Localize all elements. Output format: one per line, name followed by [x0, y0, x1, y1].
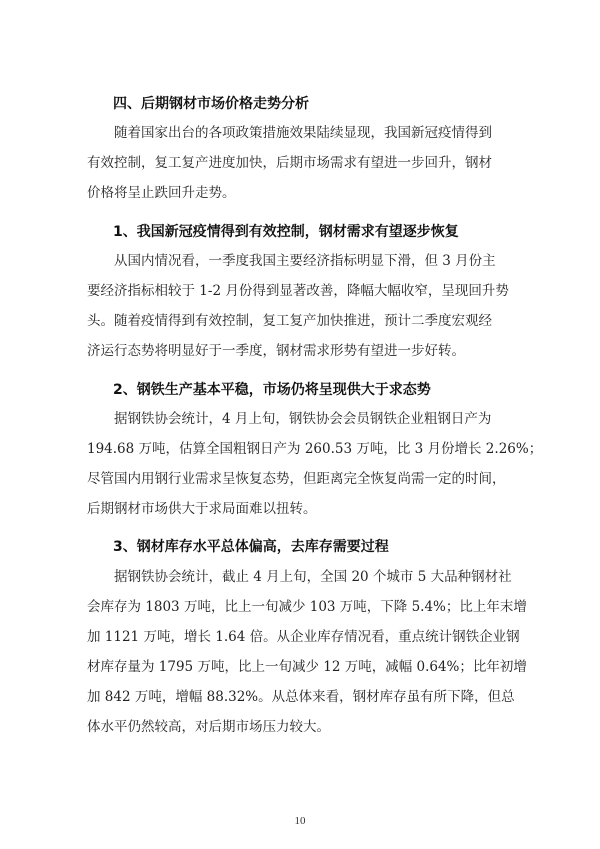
text-line: 价格将呈止跌回升走势。: [87, 185, 236, 201]
subsection-heading: 3、钢材库存水平总体偏高，去库存需要过程: [113, 539, 389, 555]
text-line: 随着国家出台的各项政策措施效果陆续显现，我国新冠疫情得到: [114, 125, 492, 141]
text-line: 尽管国内用钢行业需求呈恢复态势，但距离完全恢复尚需一定的时间，: [87, 471, 506, 487]
text-line: 从国内情况看，一季度我国主要经济指标明显下滑，但 3 月份主: [114, 253, 496, 269]
text-line: 据钢铁协会统计，截止 4 月上旬，全国 20 个城市 5 大品种钢材社: [114, 569, 512, 585]
paragraph: [87, 118, 517, 208]
paragraph: [87, 246, 517, 366]
text-line: 194.68 万吨，估算全国粗钢日产为 260.53 万吨，比 3 月份增长 2.26%；: [87, 441, 543, 457]
text-line: 头。随着疫情得到有效控制，复工复产加快推进，预计二季度宏观经: [87, 313, 492, 329]
text-line: 会库存为 1803 万吨，比上一旬减少 103 万吨，下降 5.4%；比上年末增: [87, 599, 527, 615]
paragraph: [87, 562, 527, 742]
text-line: 加 842 万吨，增幅 88.32%。从总体来看，钢材库存虽有所下降，但总: [87, 689, 515, 705]
text-line: 有效控制，复工复产进度加快，后期市场需求有望进一步回升，钢材: [87, 155, 492, 171]
text-line: 加 1121 万吨，增长 1.64 倍。从企业库存情况看，重点统计钢铁企业钢: [87, 629, 520, 645]
text-line: 材库存量为 1795 万吨，比上一旬减少 12 万吨，减幅 0.64%；比年初增: [87, 659, 527, 675]
paragraph: [87, 404, 543, 524]
section-heading: 四、后期钢材市场价格走势分析: [113, 96, 309, 112]
text-line: 据钢铁协会统计，4 月上旬，钢铁协会会员钢铁企业粗钢日产为: [114, 411, 492, 427]
text-line: 要经济指标相较于 1-2 月份得到显著改善，降幅大幅收窄，呈现回升势: [87, 283, 509, 299]
subsection-heading: 2、钢铁生产基本平稳，市场仍将呈现供大于求态势: [113, 382, 431, 398]
subsection-heading: 1、我国新冠疫情得到有效控制，钢材需求有望逐步恢复: [113, 224, 459, 240]
page-number: 10: [294, 815, 306, 827]
text-line: 体水平仍然较高，对后期市场压力较大。: [87, 719, 330, 735]
text-line: 后期钢材市场供大于求局面难以扭转。: [87, 501, 317, 517]
text-line: 济运行态势将明显好于一季度，钢材需求形势有望进一步好转。: [87, 343, 465, 359]
